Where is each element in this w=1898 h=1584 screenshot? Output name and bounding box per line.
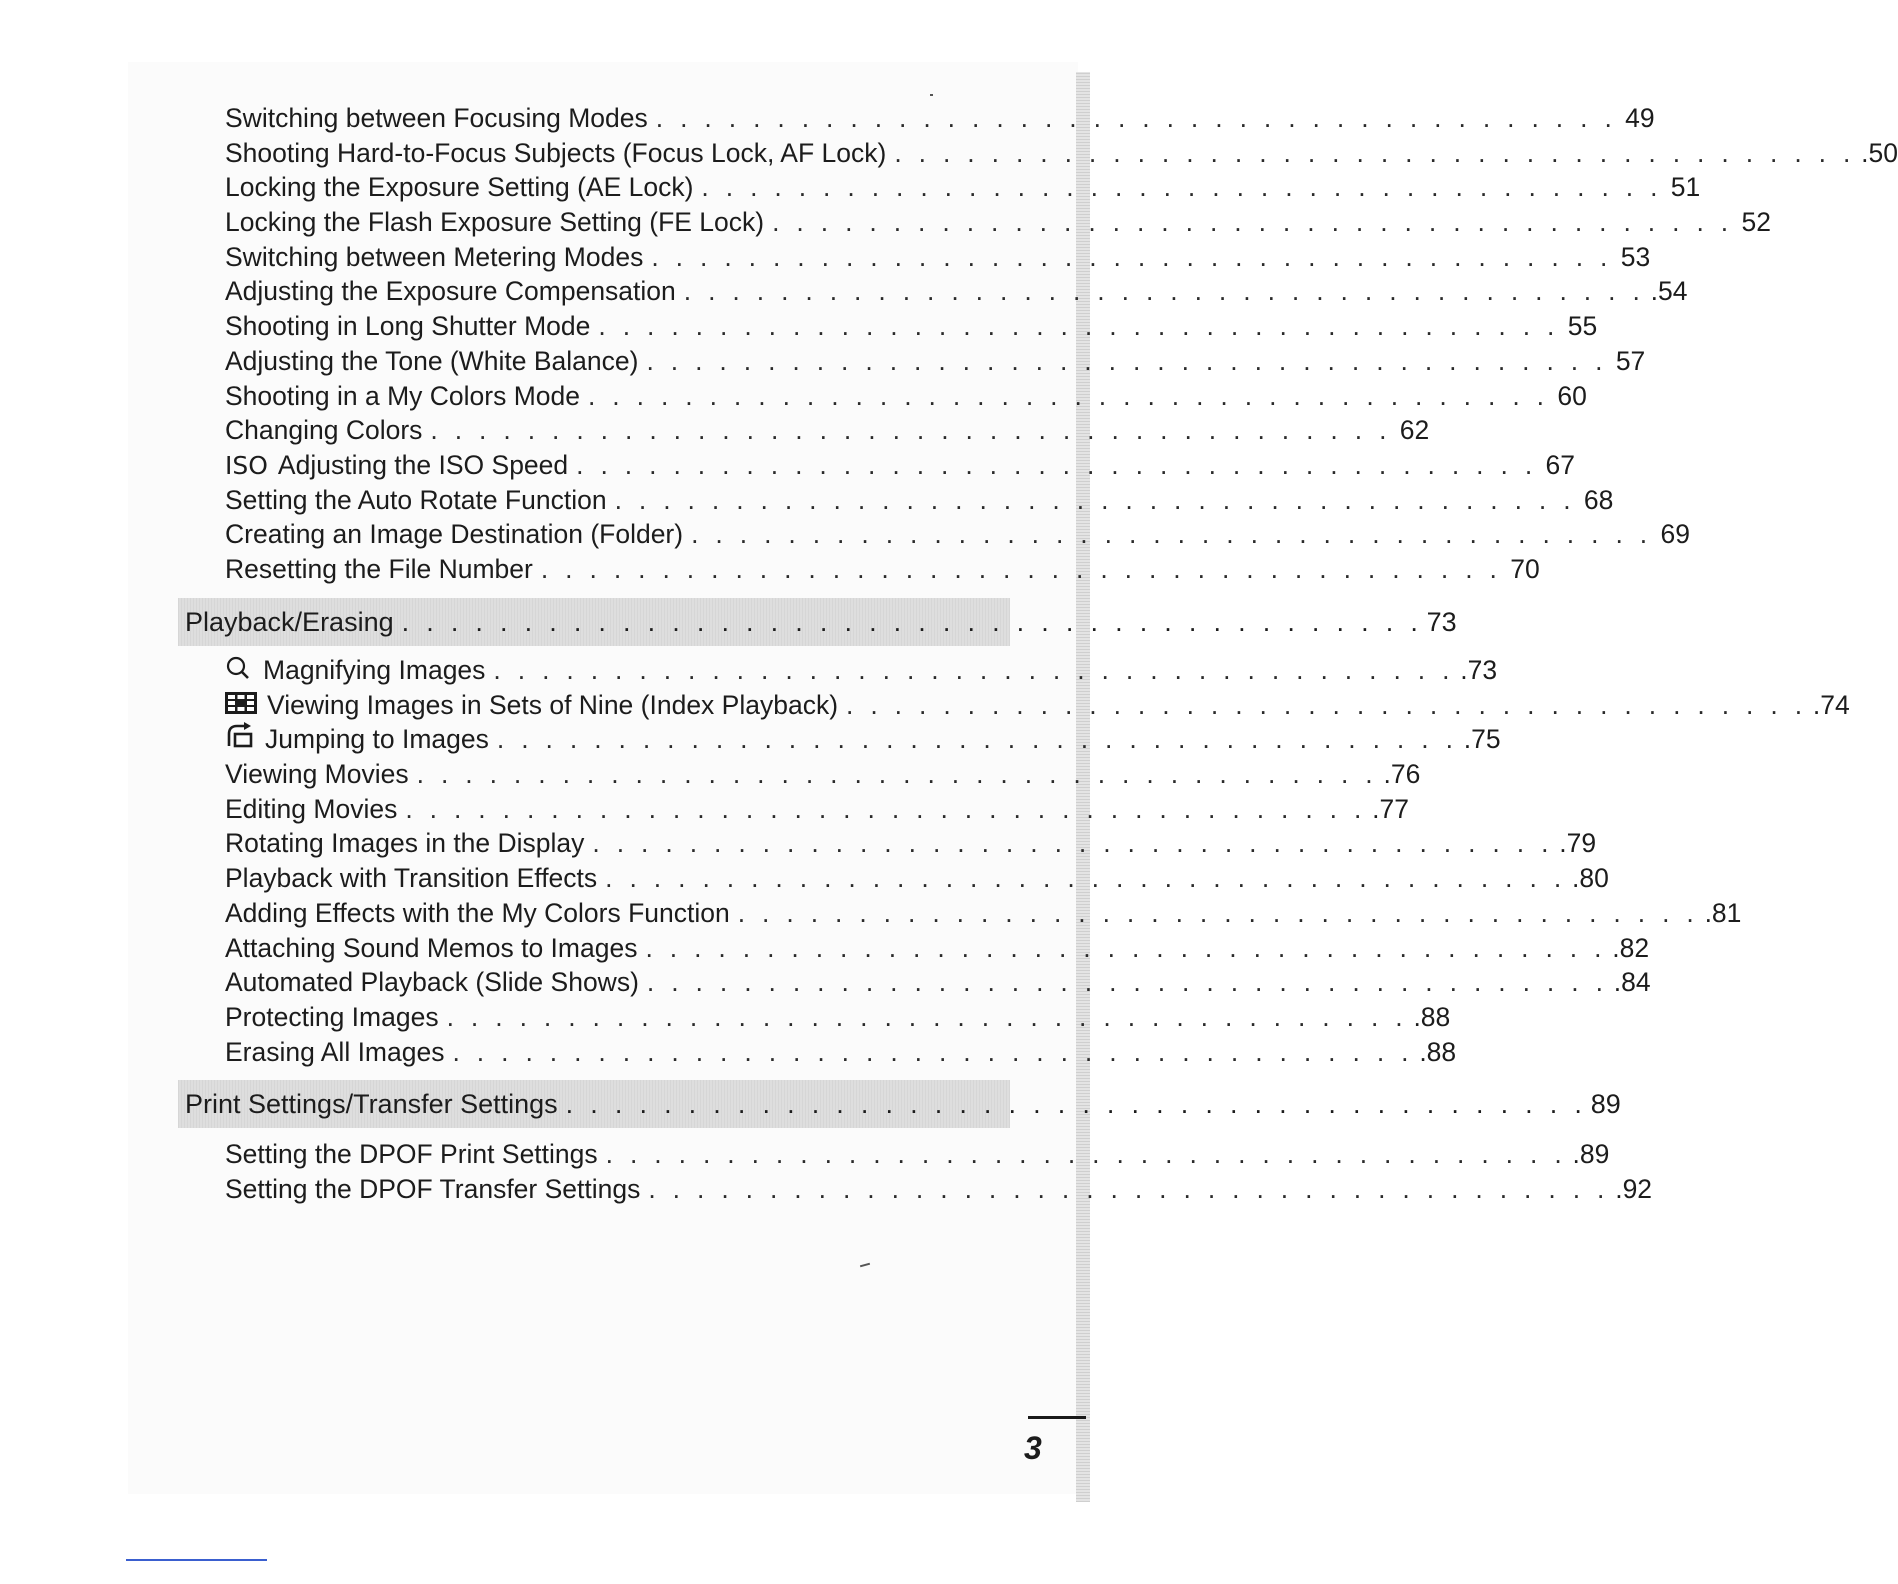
leader-dots: . . . . . . . . . . . . . . . . . . . . . . . . . . . . . . . . . . . . . . . . — [737, 897, 1699, 928]
toc-entry-label: Viewing Images in Sets of Nine (Index Playback) — [267, 689, 839, 720]
toc-entry-page: .54 — [1650, 276, 1688, 307]
toc-entry-label: Creating an Image Destination (Folder) — [225, 519, 684, 550]
toc-entry-label: Editing Movies — [225, 793, 398, 824]
toc-entry[interactable] — [225, 240, 1651, 275]
toc-entry-label: Magnifying Images — [263, 655, 486, 685]
leader-dots: . . . . . . . . . . . . . . . . . . . . . . . . . . . . . . . . . . . . . . . . — [701, 172, 1663, 203]
toc-entry-page: 67 — [1545, 449, 1575, 480]
toc-entry[interactable] — [225, 413, 1430, 448]
leader-dots: . . . . . . . . . . . . . . . . . . . . . . . . . . . . . . . . . . . . . . . . — [605, 863, 1566, 894]
toc-entry-label: Resetting the File Number — [225, 553, 533, 584]
toc-entry[interactable] — [225, 1137, 1610, 1172]
toc-entry-label-group — [225, 653, 485, 688]
toc-entry-page: .75 — [1463, 724, 1501, 755]
leader-dots: . . . . . . . . . . . . . . . . . . . . . . . . . . . . . . . . . . . . . . . . — [646, 967, 1608, 998]
leader-dots: . . . . . . . . . . . . . . . . . . . . . . . . . . . . . . . . . . . . . . . . — [496, 724, 1458, 755]
toc-entry-page: .74 — [1812, 689, 1850, 720]
toc-entry[interactable] — [225, 1172, 1653, 1207]
section-title: Print Settings/Transfer Settings — [185, 1088, 558, 1119]
toc-entry[interactable] — [225, 931, 1650, 966]
leader-dots: . . . . . . . . . . . . . . . . . . . . . . . . . . . . . . . . . . . . . . . . — [493, 655, 1455, 685]
toc-entry-label-group — [225, 722, 489, 757]
toc-entry-page: 53 — [1620, 241, 1651, 272]
toc-entry[interactable] — [225, 101, 1655, 136]
toc-entry-label: Attaching Sound Memos to Images — [225, 932, 638, 963]
toc-print-list — [225, 1137, 1653, 1206]
leader-dots: . . . . . . . . . . . . . . . . . . . . . . . . . . . . . . . . . . . . . . . . — [452, 1036, 1414, 1067]
toc-entry[interactable] — [225, 170, 1701, 205]
leader-dots: . . . . . . . . . . . . . . . . . . . . . . . . . . . . . . . . . . . . . . . . — [446, 1001, 1408, 1032]
leader-dots: . . . . . . . . . . . . . . . . . . . . . . . . . . . . . . . . . . . . . . . . — [430, 415, 1392, 446]
toc-shooting-list — [225, 101, 1898, 587]
toc-entry-page: .73 — [1460, 655, 1498, 685]
section-page: 73 — [1426, 606, 1457, 637]
toc-entry[interactable] — [225, 792, 1410, 827]
toc-entry-page: .82 — [1612, 932, 1650, 963]
toc-entry-label: Shooting in a My Colors Mode — [225, 380, 580, 411]
toc-entry-label-group — [225, 448, 568, 484]
jump-icon — [225, 722, 255, 748]
section-heading-print[interactable] — [178, 1080, 1621, 1128]
iso-icon: ISO — [225, 450, 268, 480]
toc-entry-label: Setting the Auto Rotate Function — [225, 484, 607, 515]
toc-entry-label: Shooting Hard-to-Focus Subjects (Focus Lock, AF Lock) — [225, 137, 887, 168]
toc-entry[interactable] — [225, 653, 1498, 688]
toc-entry-page: .79 — [1559, 828, 1597, 859]
toc-entry-page: 49 — [1625, 103, 1655, 133]
toc-entry[interactable] — [225, 1000, 1451, 1035]
toc-entry-label: Switching between Metering Modes — [225, 241, 644, 272]
toc-entry-label: Viewing Movies — [225, 759, 409, 790]
section-title: Playback/Erasing — [185, 606, 394, 637]
toc-entry-page: 57 — [1615, 345, 1646, 376]
page-number: 3 — [1024, 1430, 1042, 1466]
toc-entry-label: Shooting in Long Shutter Mode — [225, 311, 591, 342]
toc-entry-page: 62 — [1399, 415, 1430, 446]
toc-entry[interactable] — [225, 309, 1598, 344]
leader-dots: . . . . . . . . . . . . . . . . . . . . . . . . . . . . . . . . . . . . . . . . — [540, 553, 1502, 584]
toc-entry[interactable] — [225, 757, 1421, 792]
toc-entry-label: Setting the DPOF Transfer Settings — [225, 1173, 641, 1204]
toc-entry[interactable] — [225, 552, 1540, 587]
leader-dots: . . . . . . . . . . . . . . . . . . . . . . . . . . . . . . . . . . . . . . . . — [587, 380, 1549, 411]
toc-entry-label: Adjusting the ISO Speed — [277, 449, 569, 480]
toc-entry-label: Locking the Exposure Setting (AE Lock) — [225, 172, 694, 203]
toc-entry[interactable] — [225, 205, 1771, 240]
section-heading-playback[interactable] — [178, 598, 1457, 646]
leader-dots: . . . . . . . . . . . . . . . . . . . . . . . . . . . . . . . . . . . . . . . . — [614, 484, 1576, 515]
toc-entry-page: .92 — [1615, 1173, 1653, 1204]
section-page: 89 — [1590, 1088, 1621, 1119]
leader-dots: . . . . . . . . . . . . . . . . . . . . . . . . . . . . . . . . . . . . . . . . . . — [401, 606, 1423, 637]
toc-entry-label: Locking the Flash Exposure Setting (FE Lock) — [225, 207, 765, 238]
toc-entry-label: Adjusting the Exposure Compensation — [225, 276, 676, 307]
leader-dots: . . . . . . . . . . . . . . . . . . . . . . . . . . . . . . . . . . . . . . . . . . — [565, 1088, 1587, 1119]
leader-dots: . . . . . . . . . . . . . . . . . . . . . . . . . . . . . . . . . . . . . . . . — [598, 311, 1560, 342]
toc-entry[interactable] — [225, 722, 1501, 757]
toc-entry[interactable] — [225, 896, 1742, 931]
toc-entry-page: .84 — [1613, 967, 1651, 998]
toc-entry-label: Playback with Transition Effects — [225, 863, 598, 894]
toc-entry[interactable] — [225, 274, 1688, 309]
toc-entry-page: 55 — [1567, 311, 1598, 342]
toc-entry-page: .50 — [1861, 137, 1898, 168]
toc-entry-page: 68 — [1583, 484, 1614, 515]
leader-dots: . . . . . . . . . . . . . . . . . . . . . . . . . . . . . . . . . . . . . . . . — [576, 449, 1537, 480]
toc-entry[interactable] — [225, 379, 1587, 414]
leader-dots: . . . . . . . . . . . . . . . . . . . . . . . . . . . . . . . . . . . . . . . . — [592, 828, 1554, 859]
toc-entry-label: Setting the DPOF Print Settings — [225, 1139, 598, 1169]
toc-entry[interactable] — [225, 861, 1609, 896]
toc-entry-label: Protecting Images — [225, 1001, 439, 1032]
leader-dots: . . . . . . . . . . . . . . . . . . . . . . . . . . . . . . . . . . . . . . . . — [645, 932, 1607, 963]
toc-entry-page: 70 — [1510, 553, 1540, 584]
page-number-rule — [1028, 1416, 1086, 1419]
toc-entry-page: .76 — [1383, 759, 1421, 790]
toc-entry[interactable] — [225, 965, 1651, 1000]
toc-entry[interactable] — [225, 136, 1898, 171]
scan-speck — [930, 94, 933, 96]
toc-entry-page: 51 — [1670, 172, 1701, 203]
toc-entry-label: Adding Effects with the My Colors Function — [225, 897, 730, 928]
toc-entry-label: Changing Colors — [225, 415, 423, 446]
leader-dots: . . . . . . . . . . . . . . . . . . . . . . . . . . . . . . . . . . . . . . . . — [691, 519, 1652, 550]
toc-entry[interactable] — [225, 448, 1575, 483]
toc-entry[interactable] — [225, 688, 1850, 723]
toc-entry-page: .81 — [1704, 897, 1742, 928]
toc-entry[interactable] — [225, 517, 1690, 552]
index-grid-icon — [225, 692, 257, 714]
leader-dots: . . . . . . . . . . . . . . . . . . . . . . . . . . . . . . . . . . . . . . . . — [772, 207, 1733, 238]
toc-entry-page: 60 — [1557, 380, 1587, 411]
toc-playback-list — [225, 653, 1850, 1069]
toc-entry-label: Jumping to Images — [265, 724, 489, 755]
toc-entry-label: Adjusting the Tone (White Balance) — [225, 345, 639, 376]
toc-entry-page: .88 — [1419, 1036, 1457, 1067]
toc-entry-label: Erasing All Images — [225, 1036, 445, 1067]
leader-dots: . . . . . . . . . . . . . . . . . . . . . . . . . . . . . . . . . . . . . . . . — [651, 241, 1613, 272]
leader-dots: . . . . . . . . . . . . . . . . . . . . . . . . . . . . . . . . . . . . . . . . — [683, 276, 1645, 307]
toc-entry[interactable] — [225, 1035, 1457, 1070]
leader-dots: . . . . . . . . . . . . . . . . . . . . . . . . . . . . . . . . . . . . . . . . — [648, 1173, 1610, 1204]
magnify-icon — [225, 655, 253, 679]
toc-entry-page: 52 — [1741, 207, 1771, 238]
toc-entry-label: Automated Playback (Slide Shows) — [225, 967, 639, 998]
toc-entry-label: Rotating Images in the Display — [225, 828, 585, 859]
leader-dots: . . . . . . . . . . . . . . . . . . . . . . . . . . . . . . . . . . . . . . . . — [846, 689, 1807, 720]
toc-entry-page: .80 — [1572, 863, 1609, 894]
leader-dots: . . . . . . . . . . . . . . . . . . . . . . . . . . . . . . . . . . . . . . . . — [646, 345, 1608, 376]
toc-entry-label: Switching between Focusing Modes — [225, 103, 648, 133]
leader-dots: . . . . . . . . . . . . . . . . . . . . . . . . . . . . . . . . . . . . . . . . — [655, 103, 1617, 133]
toc-entry-page: .89 — [1572, 1139, 1610, 1169]
leader-dots: . . . . . . . . . . . . . . . . . . . . . . . . . . . . . . . . . . . . . . . . — [894, 137, 1856, 168]
leader-dots: . . . . . . . . . . . . . . . . . . . . . . . . . . . . . . . . . . . . . . . . — [416, 759, 1378, 790]
toc-entry-page: .88 — [1413, 1001, 1451, 1032]
toc-entry[interactable] — [225, 826, 1597, 861]
leader-dots: . . . . . . . . . . . . . . . . . . . . . . . . . . . . . . . . . . . . . . . . — [405, 793, 1367, 824]
toc-entry[interactable] — [225, 344, 1646, 379]
toc-entry-page: .77 — [1372, 793, 1410, 824]
toc-entry-label-group — [225, 688, 838, 723]
link-underline — [126, 1559, 267, 1561]
toc-entry-page: 69 — [1660, 519, 1690, 550]
leader-dots: . . . . . . . . . . . . . . . . . . . . . . . . . . . . . . . . . . . . . . . . — [605, 1139, 1567, 1169]
toc-entry[interactable] — [225, 483, 1614, 518]
